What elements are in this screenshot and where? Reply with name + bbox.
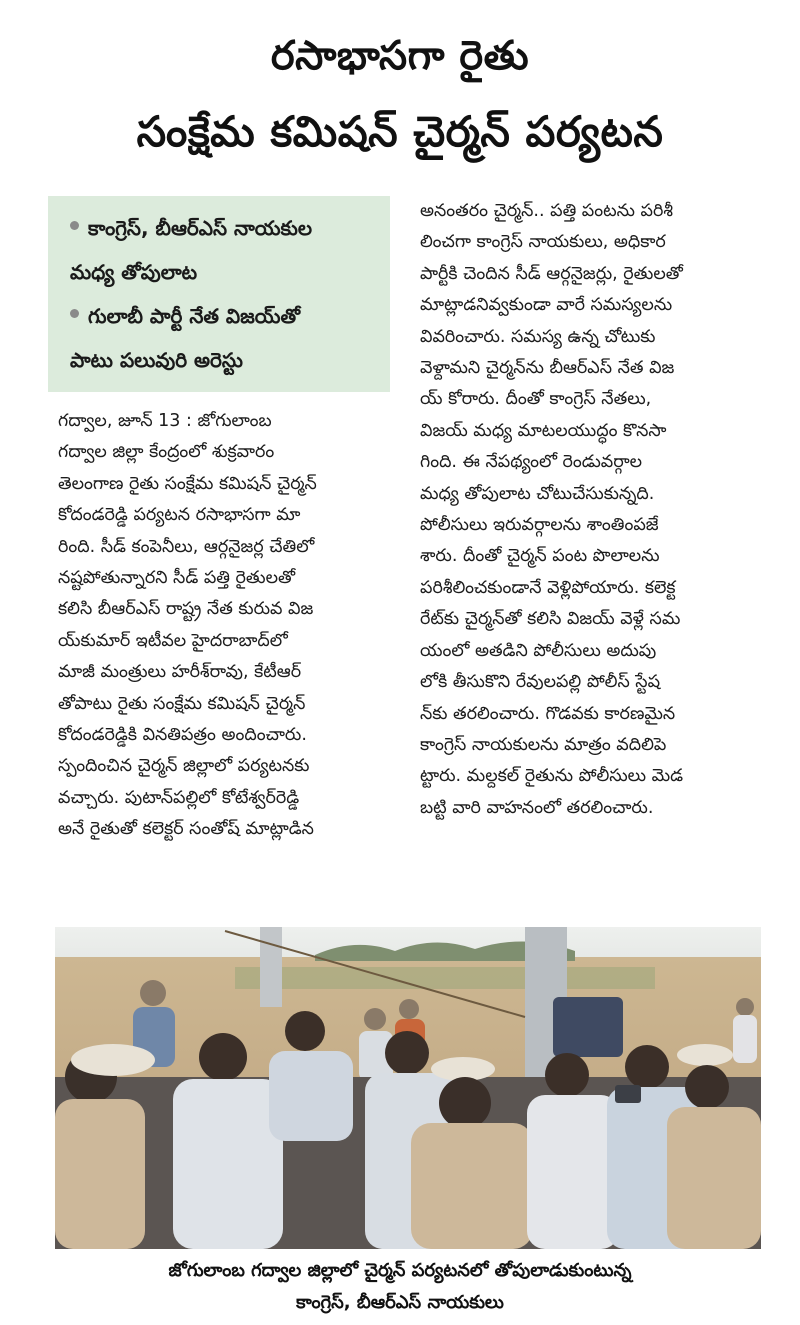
photo-caption-line-1: జోగులాంబ గద్వాల జిల్లాలో చైర్మన్ పర్యటనలో తోపులాడుకుంటున్న	[168, 1260, 632, 1281]
body-line: లోకి తీసుకొని రేవులపల్లి పోలీస్ స్టేష	[420, 672, 661, 693]
highlight-line: గులాబీ పార్టీ నేత విజయ్‌తో	[88, 304, 300, 328]
body-line: రేట్‌కు చైర్మన్‌తో కలిసి విజయ్ వెళ్లే సమ	[420, 609, 681, 630]
body-line: తోపాటు రైతు సంక్షేమ కమిషన్ చైర్మన్	[58, 693, 306, 714]
body-line: రింది. సీడ్ కంపెనీలు, ఆర్గనైజర్ల చేతిలో	[58, 536, 315, 557]
news-photo	[55, 927, 761, 1249]
article-body-left-column	[58, 406, 394, 846]
body-line: య్ కోరారు. దీంతో కాంగ్రెస్ నేతలు,	[420, 389, 652, 410]
body-line: వెళ్దామని చైర్మన్‌ను బీఆర్ఎస్ నేత విజ	[420, 358, 675, 379]
body-line: గింది. ఈ నేపథ్యంలో రెండువర్గాల	[420, 452, 643, 473]
body-line: అనే రైతుతో కలెక్టర్ సంతోష్ మాట్లాడిన	[58, 819, 314, 840]
body-line: గద్వాల జిల్లా కేంద్రంలో శుక్రవారం	[58, 442, 275, 463]
body-line: కోదండరెడ్డికి వినతిపత్రం అందించారు.	[58, 725, 307, 746]
highlight-item	[70, 294, 380, 382]
headline-line-1: రసాభాసగా రైతు	[270, 33, 530, 79]
body-line: పార్టీకి చెందిన సీడ్ ఆర్గనైజర్లు, రైతులతో	[420, 263, 683, 284]
body-line: గద్వాల, జూన్ 13 : జోగులాంబ	[58, 411, 272, 431]
body-line: పోలీసులు ఇరువర్గాలను శాంతింపజే	[420, 515, 659, 536]
body-line: విజయ్ మధ్య మాటలయుద్ధం కొనసా	[420, 420, 667, 441]
body-line: లించగా కాంగ్రెస్ నాయకులు, అధికార	[420, 232, 666, 253]
highlight-item	[70, 206, 380, 294]
body-line: నష్టపోతున్నారని సీడ్ పత్తి రైతులతో	[58, 568, 296, 589]
body-line: య్‌కుమార్ ఇటీవల హైదరాబాద్‌లో	[58, 630, 288, 651]
body-line: మాజీ మంత్రులు హరీశ్‌రావు, కేటీఆర్	[58, 662, 302, 683]
body-line: కలిసి బీఆర్ఎస్ రాష్ట్ర నేత కురువ విజ	[58, 599, 314, 620]
body-line: వివరించారు. సమస్య ఉన్న చోటుకు	[420, 326, 656, 347]
photo-grass	[235, 967, 655, 989]
body-line: అనంతరం చైర్మన్.. పత్తి పంటను పరిశీ	[420, 201, 673, 221]
body-line: మాట్లాడనివ్వకుండా వారే సమస్యలను	[420, 295, 673, 316]
body-line: న్‌కు తరలించారు. గొడవకు కారణమైన	[420, 703, 676, 724]
body-line: పరిశీలించకుండానే వెళ్లిపోయారు. కలెక్ట	[420, 577, 676, 598]
photo-transformer	[553, 997, 623, 1057]
body-line: ట్టారు. మల్దకల్ రైతును పోలీసులు మెడ	[420, 766, 684, 787]
photo-pole-small	[260, 927, 282, 1007]
bullet-icon	[70, 309, 79, 318]
body-line: మధ్య తోపులాట చోటుచేసుకున్నది.	[420, 483, 655, 504]
body-line: కోదండరెడ్డి పర్యటన రసాభాసగా మా	[58, 505, 301, 526]
body-line: తెలంగాణ రైతు సంక్షేమ కమిషన్ చైర్మన్	[58, 473, 317, 494]
highlight-line: మధ్య తోపులాట	[70, 260, 198, 284]
body-line: వచ్చారు. పుటాన్‌పల్లిలో కోటేశ్వర్‌రెడ్డి	[58, 787, 300, 808]
body-line: స్పందించిన చైర్మన్ జిల్లాలో పర్యటనకు	[58, 756, 310, 777]
headline-line-2: సంక్షేమ కమిషన్ చైర్మన్ పర్యటన	[136, 107, 664, 156]
article-body-right-column	[420, 196, 760, 824]
highlight-line: కాంగ్రెస్, బీఆర్ఎస్ నాయకుల	[88, 216, 313, 240]
body-line: శారు. దీంతో చైర్మన్ పంట పొలాలను	[420, 546, 660, 567]
body-line: బట్టి వారి వాహనంలో తరలించారు.	[420, 797, 654, 818]
body-line: యంలో అతడిని పోలీసులు అదుపు	[420, 640, 657, 661]
highlights-box	[48, 196, 390, 392]
body-line: కాంగ్రెస్ నాయకులను మాత్రం వదిలిపె	[420, 734, 667, 755]
bullet-icon	[70, 221, 79, 230]
highlight-line: పాటు పలువురి అరెస్టు	[70, 348, 243, 372]
photo-caption-line-2: కాంగ్రెస్, బీఆర్ఎస్ నాయకులు	[296, 1292, 504, 1313]
